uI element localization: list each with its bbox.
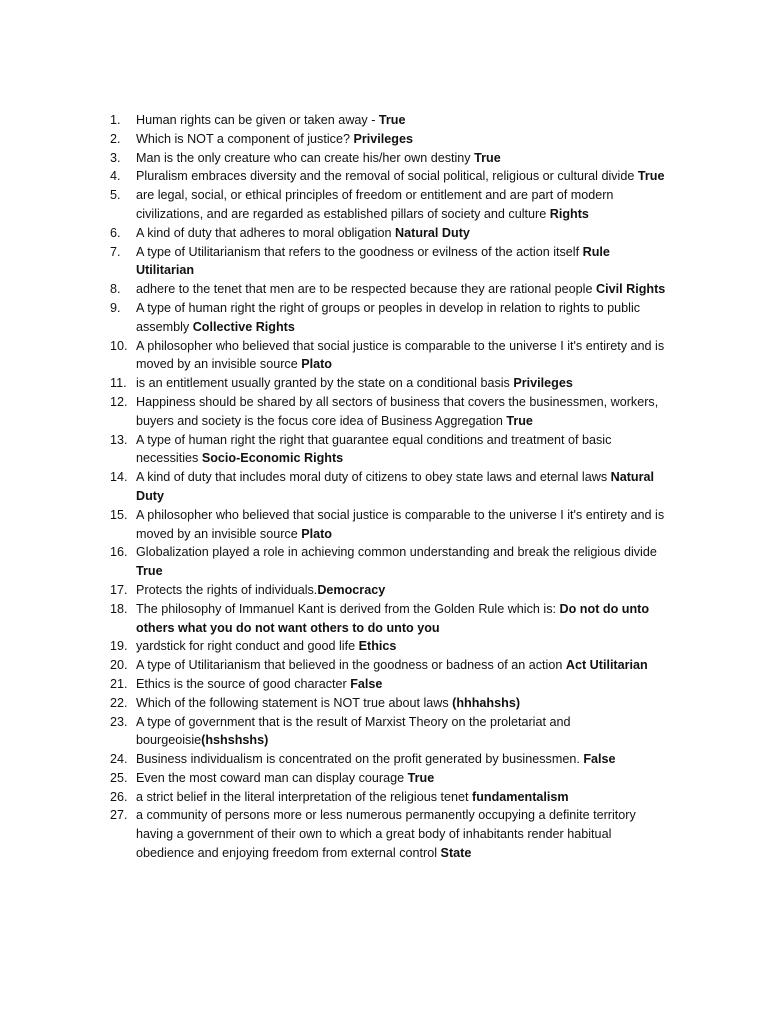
list-item (110, 337, 670, 375)
answer-text: Collective Rights (192, 319, 295, 334)
item-text (136, 130, 670, 149)
item-number: 18. (110, 601, 128, 616)
answer-text: Rule Utilitarian (136, 244, 610, 278)
item-text (136, 280, 670, 299)
list-item (110, 806, 670, 862)
list-item (110, 506, 670, 544)
item-text (136, 713, 670, 751)
answer-text: Democracy (317, 582, 386, 597)
answer-text: True (136, 564, 163, 579)
list-item (110, 299, 670, 337)
question-text: A philosopher who believed that social justice is comparable to the universe I it's entirety and is moved by an invisible source (136, 507, 665, 541)
question-text: A philosopher who believed that social justice is comparable to the universe I it's entirety and is moved by an invisible source (136, 338, 665, 372)
list-item (110, 656, 670, 675)
list-item (110, 543, 670, 581)
answer-text: Plato (301, 526, 332, 541)
answer-text: Privileges (513, 376, 573, 391)
answer-text: Rights (549, 206, 589, 221)
item-text (136, 675, 670, 694)
answer-text: Socio-Economic Rights (201, 451, 344, 466)
item-number: 23. (110, 714, 128, 729)
item-text (136, 111, 670, 130)
question-text: a strict belief in the literal interpretation of the religious tenet (136, 789, 473, 804)
item-number: 13. (110, 432, 128, 447)
list-item (110, 374, 670, 393)
list-item (110, 186, 670, 224)
item-text (136, 769, 670, 788)
item-text (136, 186, 670, 224)
item-number: 25. (110, 770, 128, 785)
question-text: The philosophy of Immanuel Kant is derived from the Golden Rule which is: (136, 601, 560, 616)
question-text: Business individualism is concentrated on the profit generated by businessmen. (136, 752, 584, 767)
question-text: adhere to the tenet that men are to be respected because they are rational people (136, 282, 596, 297)
question-text: A type of Utilitarianism that refers to the goodness or evilness of the action itself (136, 244, 583, 259)
item-text (136, 243, 670, 281)
answer-text: False (350, 676, 383, 691)
answer-text: True (506, 413, 533, 428)
question-text: A type of human right the right that guarantee equal conditions and treatment of basic necessities (136, 432, 612, 466)
list-item (110, 393, 670, 431)
question-text: Man is the only creature who can create his/her own destiny (136, 150, 475, 165)
item-text (136, 694, 670, 713)
item-text (136, 788, 670, 807)
list-item (110, 431, 670, 469)
question-text: A type of human right the right of groups or peoples in develop in relation to rights to public assembly (136, 300, 641, 334)
item-number: 4. (110, 169, 121, 184)
item-text (136, 581, 670, 600)
list-item (110, 581, 670, 600)
item-number: 1. (110, 113, 121, 127)
item-text (136, 806, 670, 862)
item-number: 24. (110, 752, 128, 767)
item-number: 11. (110, 376, 127, 391)
item-number: 19. (110, 639, 128, 654)
question-text: A kind of duty that adheres to moral obligation (136, 225, 396, 240)
item-number: 14. (110, 470, 128, 485)
question-text: Which is NOT a component of justice? (136, 131, 354, 146)
item-text (136, 656, 670, 675)
question-text: yardstick for right conduct and good life (136, 639, 359, 654)
question-text: Ethics is the source of good character (136, 676, 351, 691)
question-text: are legal, social, or ethical principles of freedom or entitlement and are part of modern civilizations, and are regarded as established pillars of society and culture (136, 188, 614, 221)
item-number: 20. (110, 658, 128, 673)
list-item (110, 111, 670, 130)
item-number: 10. (110, 338, 128, 353)
list-item (110, 224, 670, 243)
question-text: Human rights can be given or taken away - (136, 113, 379, 127)
question-text: A type of Utilitarianism that believed in the goodness or badness of an action (136, 658, 566, 673)
item-number: 12. (110, 394, 128, 409)
question-text: Protects the rights of individuals. (136, 582, 318, 597)
question-text: Happiness should be shared by all sectors of business that covers the businessmen, workers, buyers and society is the focus core idea of Business Aggregation (136, 394, 659, 428)
item-number: 7. (110, 244, 121, 259)
question-text: Pluralism embraces diversity and the removal of social political, religious or cultural divide (136, 169, 638, 184)
item-text (136, 468, 670, 506)
answer-text: State (440, 846, 472, 861)
list-item (110, 637, 670, 656)
item-text (136, 543, 670, 581)
question-answer-list (110, 111, 670, 863)
question-text: A type of government that is the result of Marxist Theory on the proletariat and bourgeoisie (136, 714, 571, 748)
list-item (110, 600, 670, 638)
answer-text: fundamentalism (472, 789, 569, 804)
answer-text: True (407, 770, 435, 785)
question-text: Which of the following statement is NOT true about laws (136, 695, 453, 710)
item-number: 26. (110, 789, 128, 804)
item-number: 27. (110, 808, 128, 823)
list-item (110, 675, 670, 694)
question-text: a community of persons more or less numerous permanently occupying a definite territory having a government of their own to which a great body of inhabitants render habitual obedience and enjoying freedom from external control (136, 808, 636, 861)
item-number: 3. (110, 150, 121, 165)
item-text (136, 637, 670, 656)
item-text (136, 431, 670, 469)
list-item (110, 769, 670, 788)
item-text (136, 600, 670, 638)
item-text (136, 299, 670, 337)
item-number: 2. (110, 131, 121, 146)
question-text: is an entitlement usually granted by the state on a conditional basis (136, 376, 514, 391)
item-number: 22. (110, 695, 128, 710)
item-text (136, 149, 670, 168)
question-text: A kind of duty that includes moral duty of citizens to obey state laws and eternal laws (136, 470, 611, 485)
list-item (110, 788, 670, 807)
answer-text: True (474, 150, 501, 165)
item-number: 6. (110, 225, 121, 240)
question-text: Globalization played a role in achieving common understanding and break the religious divide (136, 545, 657, 560)
item-number: 15. (110, 507, 128, 522)
item-number: 8. (110, 282, 121, 297)
question-text: Even the most coward man can display courage (136, 770, 408, 785)
item-text (136, 506, 670, 544)
list-item (110, 243, 670, 281)
item-text (136, 374, 670, 393)
item-number: 16. (110, 545, 128, 560)
list-item (110, 694, 670, 713)
item-number: 17. (110, 582, 128, 597)
answer-text: Civil Rights (596, 282, 666, 297)
answer-text: Ethics (358, 639, 397, 654)
answer-text: Natural Duty (395, 225, 470, 240)
answer-text: Natural Duty (136, 470, 655, 503)
item-text (136, 393, 670, 431)
list-item (110, 167, 670, 186)
list-item (110, 750, 670, 769)
answer-text: Do not do unto others what you do not want others to do unto you (136, 601, 650, 635)
answer-text: Act Utilitarian (565, 658, 648, 673)
item-number: 9. (110, 300, 121, 315)
item-number: 5. (110, 188, 121, 203)
list-item (110, 130, 670, 149)
list-item (110, 149, 670, 168)
answer-text: True (378, 113, 406, 127)
answer-text: (hshshshs) (201, 733, 269, 748)
item-text (136, 750, 670, 769)
answer-text: (hhhahshs) (452, 695, 521, 710)
answer-text: Plato (301, 357, 332, 372)
item-text (136, 337, 670, 375)
answer-text: True (637, 169, 665, 184)
item-text (136, 224, 670, 243)
list-item (110, 468, 670, 506)
list-item (110, 280, 670, 299)
answer-text: False (583, 752, 616, 767)
item-number: 21. (110, 676, 128, 691)
item-text (136, 167, 670, 186)
answer-text: Privileges (353, 131, 413, 146)
list-item (110, 713, 670, 751)
